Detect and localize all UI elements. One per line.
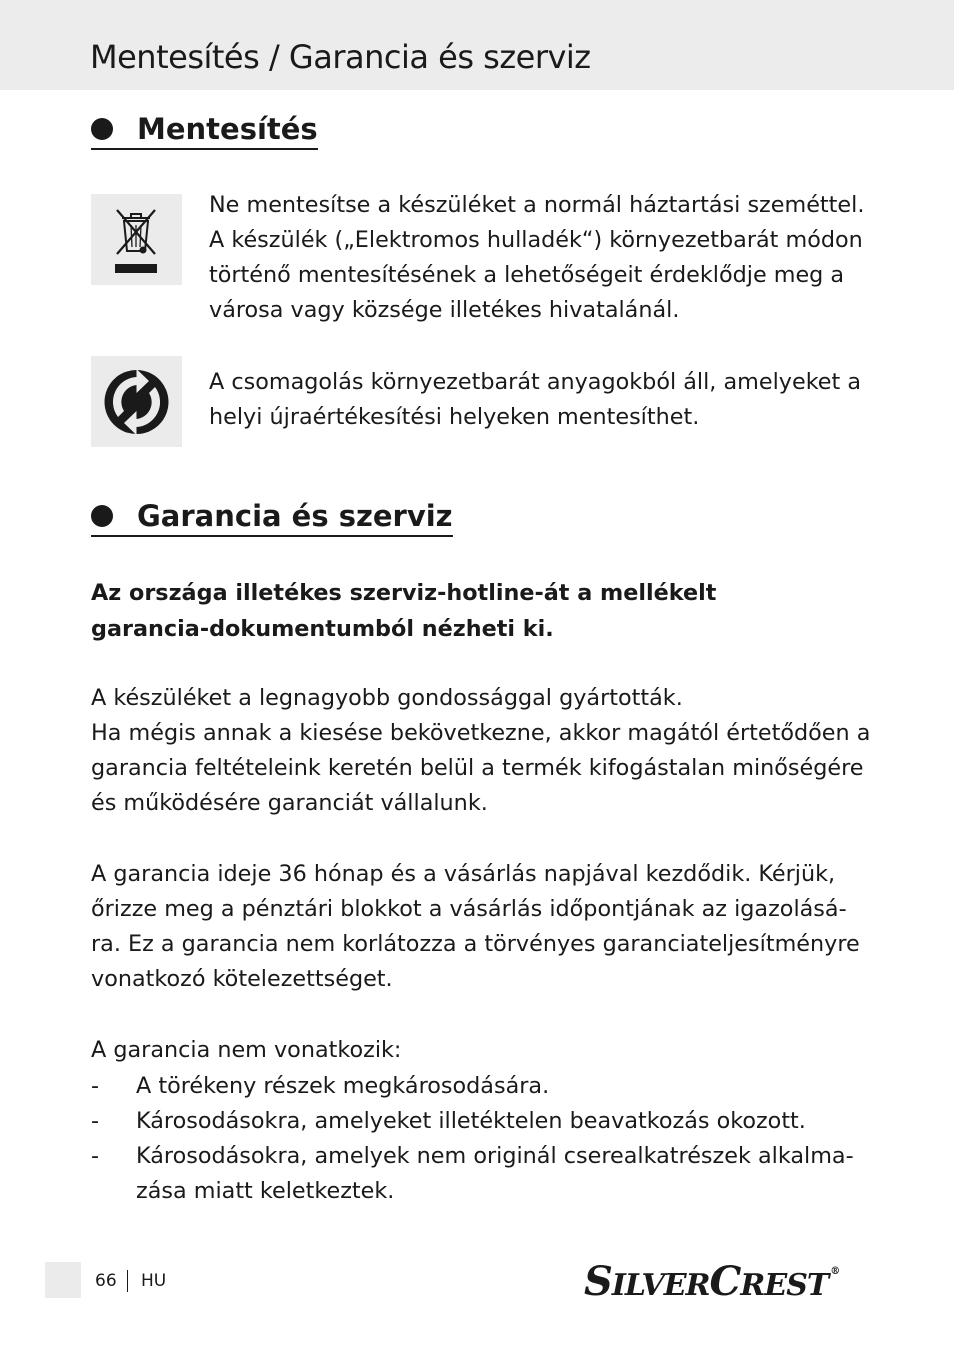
packaging-disposal-text [209,365,869,435]
brand-word: REST [740,1268,829,1303]
section-heading-disposal [91,112,318,150]
list-dash: - [91,1073,100,1099]
paragraph-line: ra. Ez a garancia nem korlátozza a törvényes garanciateljesítményre [91,931,860,957]
weee-bin-icon [91,194,182,285]
warranty-paragraph-2 [91,857,871,997]
list-dash: - [91,1143,100,1169]
paragraph-line: és működésére garanciát vállalunk. [91,790,488,816]
list-item [91,1139,871,1209]
hotline-line: garancia-dokumentumból nézheti ki. [91,616,554,642]
paragraph-line: A készüléket a legnagyobb gondossággal gyártották. [91,685,683,711]
registered-mark: ® [830,1266,840,1277]
green-dot-recycling-icon [91,356,182,447]
warranty-paragraph-1 [91,681,871,821]
list-item-text: A törékeny részek megkárosodására. [136,1073,550,1099]
brand-initial: C [709,1258,741,1305]
page-number: 66 [95,1270,128,1292]
brand-initial: S [584,1258,612,1305]
packaging-text-line: A csomagolás környezetbarát anyagokból áll, amelyeket a [209,369,862,395]
paragraph-line: vonatkozó kötelezettséget. [91,966,393,992]
paragraph-line: A garancia ideje 36 hónap és a vásárlás napjával kezdődik. Kérjük, [91,861,836,887]
footer-marker [45,1262,81,1298]
hotline-line: Az országa illetékes szerviz-hotline-át a mellékelt [91,580,717,606]
page-title: Mentesítés / Garancia és szerviz [90,38,591,76]
weee-text-line: történő mentesítésének a lehetőségeit érdeklődje meg a [209,262,845,288]
paragraph-line: őrizze meg a pénztári blokkot a vásárlás időpontjának az igazolásá- [91,896,847,922]
section-heading-warranty [91,499,453,537]
hotline-notice [91,575,871,647]
section-title-disposal: Mentesítés [137,112,318,146]
packaging-text-line: helyi újraértékesítési helyeken mentesíthet. [209,404,700,430]
list-item [91,1069,871,1104]
weee-disposal-text [209,188,869,328]
list-item-line: Károsodásokra, amelyek nem originál cserealkatrészek alkalma- [136,1143,854,1169]
paragraph-line: Ha mégis annak a kiesése bekövetkezne, akkor magától értetődően a [91,720,871,746]
list-item-text [136,1139,871,1209]
weee-text-line: A készülék („Elektromos hulladék“) környezetbarát módon [209,227,863,253]
list-dash: - [91,1108,100,1134]
list-item-line: zása miatt keletkeztek. [136,1178,395,1204]
weee-text-line: Ne mentesítse a készüléket a normál háztartási szeméttel. [209,192,865,218]
brand-word: ILVER [611,1268,710,1303]
list-item-text: Károsodásokra, amelyeket illetéktelen beavatkozás okozott. [136,1108,806,1134]
section-title-warranty: Garancia és szerviz [137,499,453,533]
weee-text-line: városa vagy községe illetékes hivatalánál. [209,297,680,323]
list-item [91,1104,871,1139]
exclusions-intro: A garancia nem vonatkozik: [91,1037,402,1063]
bullet-dot-icon [91,118,113,140]
page-language: HU [141,1271,167,1291]
paragraph-line: garancia feltételeink keretén belül a termék kifogástalan minőségére [91,755,864,781]
brand-logo [584,1258,839,1304]
bullet-dot-icon [91,505,113,527]
